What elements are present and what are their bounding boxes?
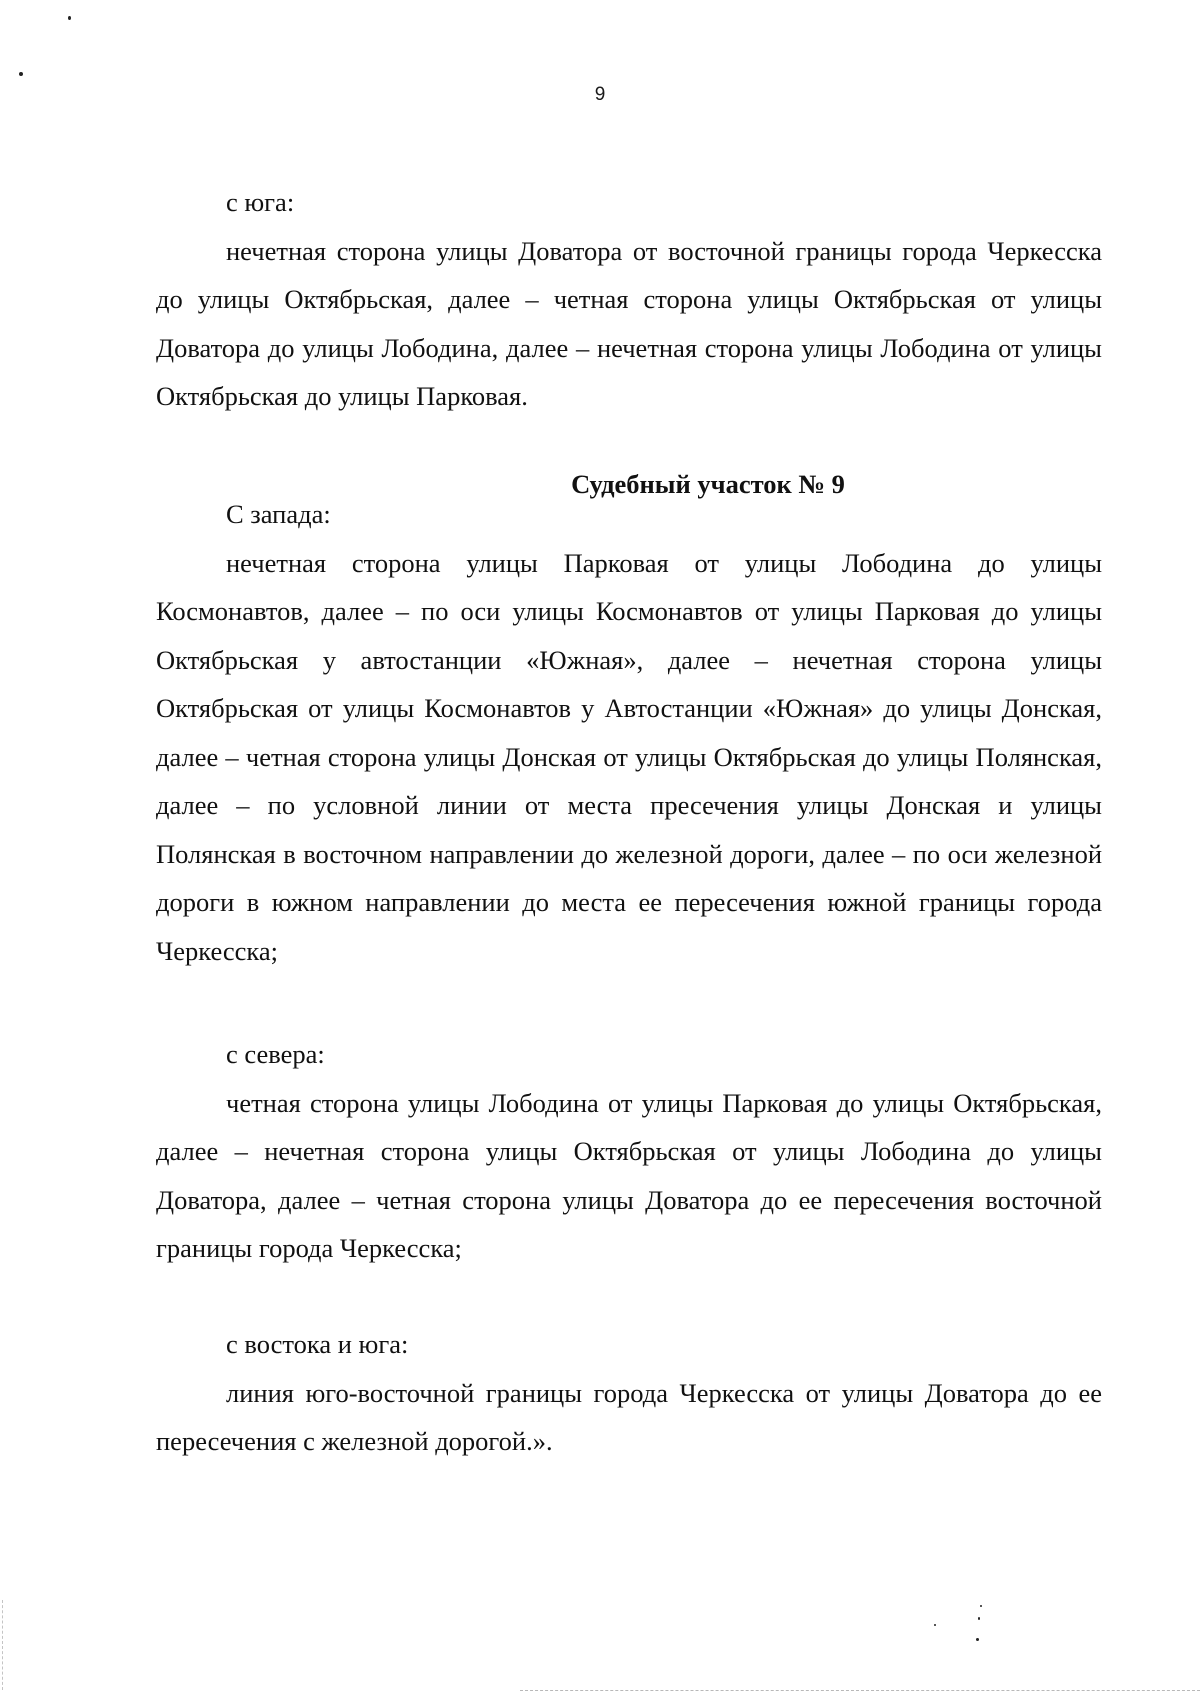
section-east-south — [156, 1320, 1102, 1466]
section-south — [156, 178, 1102, 421]
section-label: с востока и юга: — [226, 1329, 409, 1359]
scan-speck — [978, 1617, 980, 1620]
scan-speck — [976, 1638, 979, 1641]
section-label: с севера: — [226, 1039, 325, 1069]
scan-speck — [934, 1624, 936, 1626]
page-number: 9 — [594, 84, 606, 105]
section-label: С запада: — [226, 499, 331, 529]
scan-speck — [980, 1605, 982, 1607]
section-heading: Судебный участок № 9 — [571, 469, 845, 499]
section-paragraph: четная сторона улицы Лободина от улицы Парковая до улицы Октябрьская, далее – нечетная сторона улицы Октябрьская от улицы Лободина до улицы Доватора, далее – четная сторона улицы Доватора до ее пересечения восточной границы города Черкесска; — [156, 1087, 1102, 1263]
section-paragraph: нечетная сторона улицы Парковая от улицы Лободина до улицы Космонавтов, далее – по оси улицы Космонавтов от улицы Парковая до улицы Октябрьская у автостанции «Южная», далее – нечетная сторона улицы Октябрьская от улицы Космонавтов у Автостанции «Южная» до улицы Донская, далее – четная сторона улицы Донская от улицы Октябрьская до улицы Полянская, далее – по условной линии от места пресечения улицы Донская и улицы Полянская в восточном направлении до железной дороги, далее – по оси железной дороги в южном направлении до места ее пересечения южной границы города Черкесска; — [156, 547, 1102, 966]
scan-edge — [520, 1690, 1200, 1691]
section-west — [156, 490, 1102, 975]
scan-edge — [2, 1600, 3, 1690]
section-north — [156, 1030, 1102, 1273]
scan-speck — [19, 72, 23, 76]
section-paragraph: линия юго-восточной границы города Черкесска от улицы Доватора до ее пересечения с железной дорогой.». — [156, 1377, 1102, 1456]
section-paragraph: нечетная сторона улицы Доватора от восточной границы города Черкесска до улицы Октябрьская, далее – четная сторона улицы Октябрьская от улицы Доватора до улицы Лободина, далее – нечетная сторона улицы Лободина от улицы Октябрьская до улицы Парковая. — [156, 235, 1102, 411]
section-label: с юга: — [226, 187, 295, 217]
scan-speck — [68, 16, 71, 20]
